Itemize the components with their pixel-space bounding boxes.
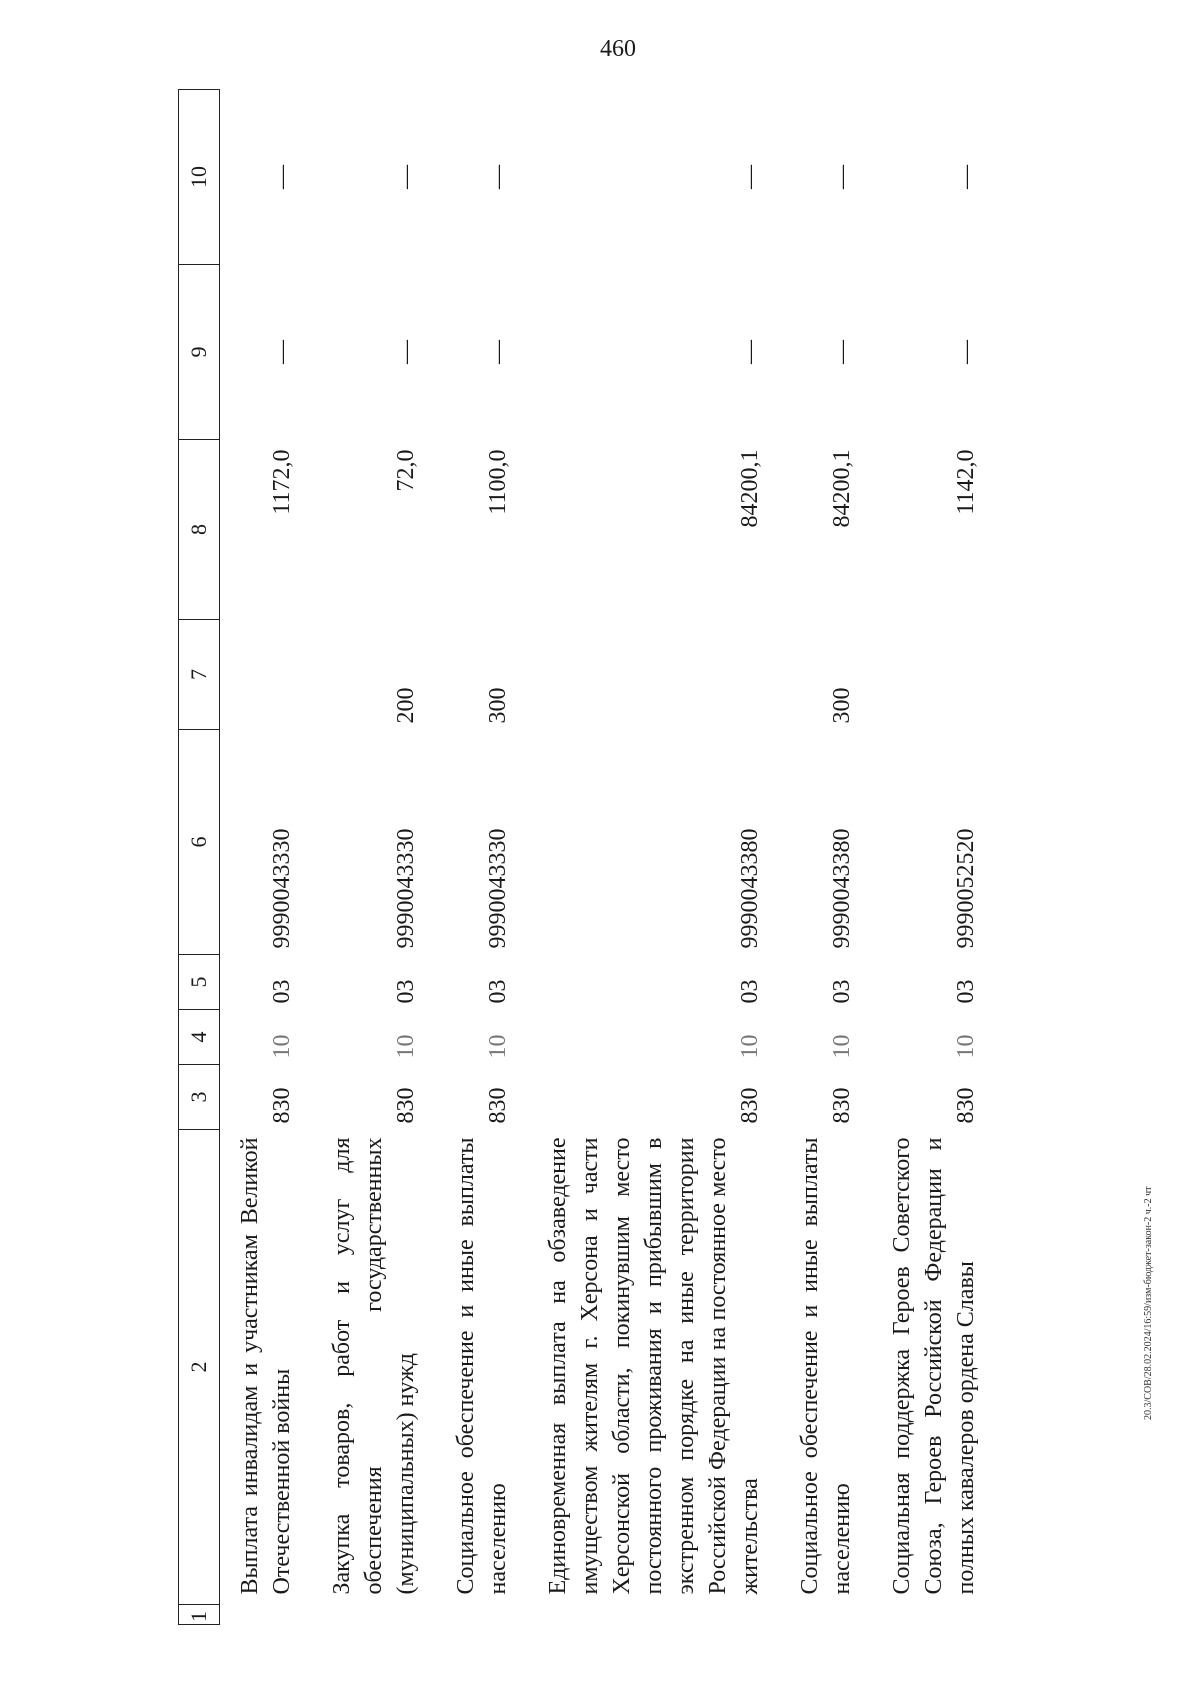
table-row [436, 90, 528, 1625]
cell-c3: 830 [737, 1087, 763, 1124]
cell-c4: 10 [485, 1034, 511, 1059]
cell-c6: 9990043330 [393, 828, 419, 949]
cell-amount: 84200,1 [737, 449, 763, 528]
table-row [780, 90, 872, 1625]
column-header: 3 [179, 1065, 220, 1130]
cell-c3: 830 [269, 1087, 295, 1124]
column-header: 2 [179, 1130, 220, 1605]
cell-amount: 1100,0 [485, 449, 511, 515]
column-header: 9 [179, 265, 220, 440]
cell-c3: 830 [829, 1087, 855, 1124]
cell-c5: 03 [485, 979, 511, 1004]
column-header: 10 [179, 90, 220, 265]
cell-c10: — [269, 165, 295, 189]
row-name: Социальное обеспечение и иные выплаты населению [797, 1137, 855, 1595]
row-name: Социальное обеспечение и иные выплаты населению [453, 1137, 511, 1595]
table-row [312, 90, 436, 1625]
table-row [220, 90, 313, 1625]
cell-c9: — [953, 340, 979, 364]
cell-c5: 03 [269, 979, 295, 1004]
cell-c10: — [829, 165, 855, 189]
cell-c6: 9990043380 [829, 828, 855, 949]
page-number: 460 [600, 36, 636, 62]
cell-amount: 84200,1 [829, 449, 855, 528]
row-name: Единовременная выплата на обзаведение имуществом жителям г. Херсона и части Херсонской области, покинувшим место постоянного проживания и прибывшим в экстренном порядке на иные территории Российской Федерации на постоянное место жительства [545, 1137, 763, 1595]
cell-amount: 1142,0 [953, 449, 979, 515]
cell-c9: — [737, 340, 763, 364]
cell-c9: — [393, 340, 419, 364]
cell-c6: 9990043380 [737, 828, 763, 949]
budget-table [178, 89, 996, 1625]
cell-c6: 9990043330 [485, 828, 511, 949]
cell-c4: 10 [953, 1034, 979, 1059]
table-row [528, 90, 780, 1625]
column-header: 4 [179, 1010, 220, 1065]
cell-c9: — [269, 340, 295, 364]
column-header: 6 [179, 730, 220, 955]
cell-c3: 830 [953, 1087, 979, 1124]
cell-c6: 9990043330 [269, 828, 295, 949]
column-header: 5 [179, 955, 220, 1010]
cell-amount: 1172,0 [269, 449, 295, 515]
cell-c7 [528, 620, 780, 730]
row-name: Закупка товаров, работ и услуг для обеспечения государственных (муниципальных) нужд [329, 1137, 419, 1595]
footer-stamp: 20.3/СОВ/28.02.2024/16:59/изм-бюджет-закон-2 ч.-2 чт [1143, 1186, 1154, 1420]
cell-c10: — [953, 165, 979, 189]
cell-c10: — [393, 165, 419, 189]
table-row [872, 90, 996, 1625]
rotated-table-container [178, 15, 1200, 1625]
cell-c4: 10 [269, 1034, 295, 1059]
cell-c5: 03 [953, 979, 979, 1004]
column-header: 1 [179, 1605, 220, 1625]
cell-c4: 10 [393, 1034, 419, 1059]
cell-c4: 10 [737, 1034, 763, 1059]
cell-c6: 9990052520 [953, 828, 979, 949]
cell-c10: — [485, 165, 511, 189]
cell-c7: 300 [485, 687, 511, 724]
column-header: 8 [179, 440, 220, 620]
cell-c7: 200 [393, 687, 419, 724]
row-name: Выплата инвалидам и участникам Великой Отечественной войны [237, 1137, 295, 1595]
cell-c7: 300 [829, 687, 855, 724]
cell-c3: 830 [393, 1087, 419, 1124]
cell-c7 [872, 620, 996, 730]
cell-c4: 10 [829, 1034, 855, 1059]
cell-c5: 03 [393, 979, 419, 1004]
cell-c9: — [829, 340, 855, 364]
cell-c5: 03 [829, 979, 855, 1004]
cell-c5: 03 [737, 979, 763, 1004]
row-name: Социальная поддержка Героев Советского Союза, Героев Российской Федерации и полных кавалеров ордена Славы [889, 1137, 979, 1595]
column-header: 7 [179, 620, 220, 730]
cell-c7 [220, 620, 313, 730]
cell-amount: 72,0 [393, 449, 419, 492]
cell-c9: — [485, 340, 511, 364]
cell-c3: 830 [485, 1087, 511, 1124]
table-header-row [179, 90, 220, 1625]
cell-c10: — [737, 165, 763, 189]
